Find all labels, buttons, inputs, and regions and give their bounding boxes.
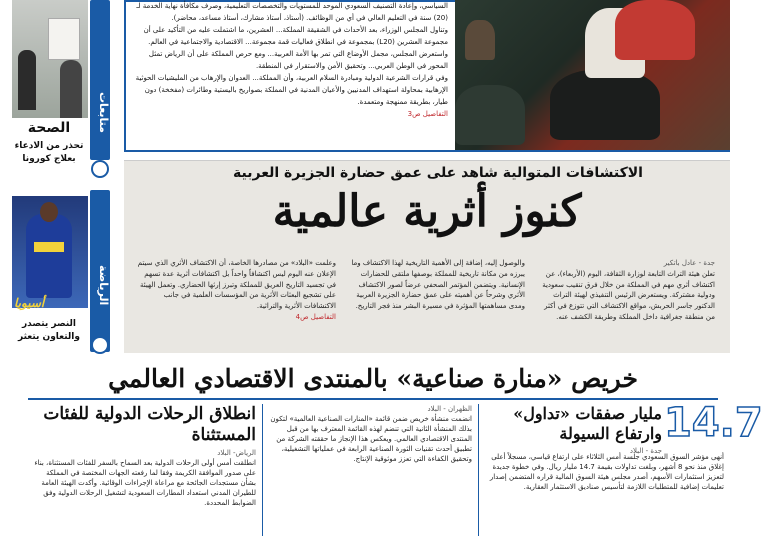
article-title[interactable]: مليار صفقات «تداول» وارتفاع السيولة — [513, 404, 662, 443]
article-travel — [30, 404, 256, 536]
divider — [478, 404, 479, 536]
byline: جدة - البلاد — [629, 447, 662, 455]
top-story-text — [128, 0, 452, 150]
article-tadawul-text — [484, 452, 724, 536]
feature-title[interactable]: كنوز أثرية عالمية — [272, 186, 582, 237]
feature-column — [535, 258, 715, 350]
details-link[interactable]: التفاصيل ص4 — [295, 312, 336, 321]
column-text: تعلن هيئة التراث التابعة لوزارة الثقافة، اليوم (الأربعاء)، عن اكتشاف أثري مهم في المملكة من خلال فرق تنقيب سعودية ودولية مشتركة. ويستعرض الرئيس التنفيذي لهيئة التراث الدكتور جاسر الحربش، مواقع الاكتشاف التي تتوزع في أكثر من منطقة جغرافية داخل المملكة وطريقة الكشف عنه. — [542, 269, 715, 321]
article-text: أنهى مؤشر السوق السعودي جلسة أمس الثلاثاء على ارتفاع قياسي، مسجلاً أعلى إغلاق منذ نحو 8 أشهر، وبلغت تداولات بقيمة 14.7 مليار ريال. وفي خطوة جديدة لتعزيز استثمارات الأسهم، أصدر مجلس هيئة السوق المالية قراره المتضمن إصدار تعليمات إضافية للمتطلبات اللازمة لتأسيس صناديق الاستثمار العقارية. — [489, 453, 724, 491]
article-text: انضمت منشأة خريص ضمن قائمة «المنارات الصناعية العالمية» لتكون بذلك المنشأة الثانية التي تنضم لهذه القائمة المعترف بها من قبل المنتدى الاقتصادي العالمي. ويعكس هذا الإنجاز ما حققته الشركة من تطبيق أحدث تقنيات الثورة الصناعية الرابعة في عملياتها التشغيلية، وتحقيق الكفاءة التي تعزز موثوقية الإنتاج. — [270, 415, 472, 463]
feature-kicker: الاكتشافات المتوالية شاهد على عمق حضارة الجزيرة العربية — [233, 165, 643, 181]
top-paragraph: واستعرض المجلس، مجمل الأوضاع التي تمر بها الأمة العربية... ومع حرص المملكة على أن الرياض تمثل المحور في الوطن العربي... وتحقيق الأمن والاستقرار في المنطقة. — [148, 50, 448, 70]
logo-icon — [91, 160, 109, 178]
top-paragraph: وفي قرارات الشرعية الدولية ومبادرة السلام العربية، وأن المملكة... العدوان والإرهاب من المليشيات الحوثية الإرهابية بمحاولة استهداف المدنيين والأعيان المدنية في المملكة بصواريخ باليستية وطائرات (مفخخة) دون طيار، بطريقة ممنهجة ومتعمدة. — [135, 74, 448, 106]
sports-photo — [12, 196, 88, 308]
column-text: وعلمت «البلاد» من مصادرها الخاصة، أن الاكتشاف الأثري الذي سيتم الإعلان عنه اليوم ليس اكتشافاً واحداً بل اكتشافات أثرية عدة تسهم في تجسيد التاريخ العريق للمملكة وتبرز إرثها الحضاري. وتعمل الهيئة على تشجيع البعثات الأثرية من المؤسسات العلمية في جانب الاكتشافات الأثرية والتراثية. — [137, 259, 336, 311]
sidebar-tag: أسيويا — [14, 296, 45, 310]
byline: الرياض- البلاد — [217, 449, 256, 457]
divider — [262, 404, 263, 536]
divider — [28, 398, 718, 400]
logo-icon — [91, 336, 109, 354]
article-text: انطلقت أمس أولى الرحلات الدولية بعد السماح بالسفر للفئات المستثناة، بناء على صدور الموافقة الكريمة وفقا لما رفعته الجهات المختصة في المملكة بشأن مستجدات الجائحة مع مراعاة الإجراءات الوقائية. وأكدت الهيئة العامة للطيران المدني استعداد المطارات السعودية لتشغيل الرحلات الدولية وفق الضوابط المحددة. — [34, 459, 256, 507]
sidebar-section-label: الرياضة — [97, 264, 110, 306]
top-paragraph: وتناول المجلس الوزراء، بعد الأحداث في الشقيقة المملكة... العشرين، ما اشتملت عليه من التأكيد على أن مجموعة العشرين (L20) بمجموعة في انطلاق فعاليات قمة مجموعة... الاقتصادية والاجتماعية في العالم. — [143, 26, 448, 46]
top-paragraph: السياسي، وإعادة التصنيف السعودي الموحد للمستويات والتخصصات التعليمية، وصرف مكافأة نهاية الخدمة لـ (20) سنة في التعليم العالي في أي من الوظائف. (أستاذ، أستاذ مشارك، أستاذ مساعد، محاضر). — [136, 2, 448, 22]
sidebar-section-label: متابعات — [97, 91, 110, 133]
byline: جدة - عادل باتكير — [663, 259, 715, 267]
feature-column — [136, 258, 336, 350]
sidebar-tag: الصحة — [27, 120, 71, 136]
feature-column — [345, 258, 525, 350]
big-number: 14.7 — [664, 400, 763, 446]
main-headline[interactable]: خريص «منارة صناعية» بالمنتدى الاقتصادي العالمي — [108, 364, 638, 393]
column-text: والوصول إليه، إضافة إلى الأهمية التاريخية لهذا الاكتشاف وما يبرزه من مكانة تاريخية للمملكة بوصفها ملتقى للحضارات الإنسانية. ويتضمن المؤتمر الصحفي عرضاً لصور الاكتشاف الأثري وشرحاً عن أهميته على عمق حضارة الجزيرة العربية ومدى مساهمتها المؤثرة في مسيرة البشر منذ فجر التاريخ. — [351, 259, 525, 311]
article-title[interactable]: انطلاق الرحلات الدولية للفئات المستثناة — [43, 404, 256, 445]
sidebar-headline[interactable]: تحذر من الادعاء بعلاج كورونا — [14, 141, 84, 164]
health-photo — [12, 0, 88, 118]
details-link[interactable]: التفاصيل ص3 — [407, 110, 448, 118]
article-khurais — [268, 404, 472, 536]
sidebar-headline[interactable]: النصر يتصدر والتعاون يتعثر — [17, 319, 80, 342]
top-story-photo — [455, 0, 730, 150]
byline: الظهران - البلاد — [427, 405, 472, 413]
